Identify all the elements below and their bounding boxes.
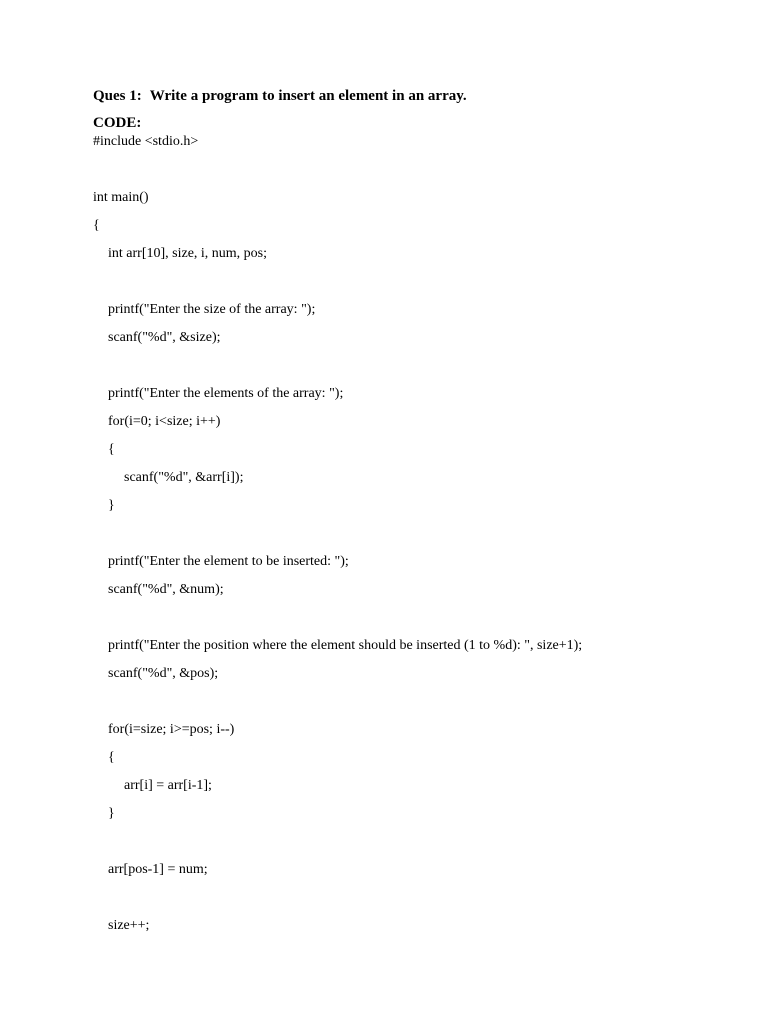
code-line-for-input-open: { <box>108 442 115 457</box>
code-line-open-brace: { <box>93 218 100 233</box>
code-line-size-increment: size++; <box>108 918 150 933</box>
code-line-printf-elements: printf("Enter the elements of the array: "); <box>108 386 344 401</box>
code-heading: CODE: <box>93 115 142 131</box>
code-line-insert-assign: arr[pos-1] = num; <box>108 862 208 877</box>
code-line-scanf-arr: scanf("%d", &arr[i]); <box>124 470 244 485</box>
code-line-declarations: int arr[10], size, i, num, pos; <box>108 246 268 261</box>
code-line-printf-position: printf("Enter the position where the element should be inserted (1 to %d): ", size+1); <box>108 638 583 653</box>
question-label: Ques 1: <box>93 88 142 104</box>
code-line-for-shift: for(i=size; i>=pos; i--) <box>108 722 235 737</box>
question-heading <box>93 86 467 106</box>
code-line-main: int main() <box>93 190 149 205</box>
question-text: Write a program to insert an element in an array. <box>149 88 467 104</box>
code-line-for-shift-open: { <box>108 750 115 765</box>
code-line-for-input-close: } <box>108 498 115 513</box>
code-line-shift-assign: arr[i] = arr[i-1]; <box>124 778 212 793</box>
code-line-printf-element: printf("Enter the element to be inserted: "); <box>108 554 349 569</box>
code-line-scanf-size: scanf("%d", &size); <box>108 330 221 345</box>
code-line-for-shift-close: } <box>108 806 115 821</box>
code-line-printf-size: printf("Enter the size of the array: "); <box>108 302 316 317</box>
code-line-include: #include <stdio.h> <box>93 134 199 149</box>
code-line-for-input: for(i=0; i<size; i++) <box>108 414 221 429</box>
code-line-scanf-pos: scanf("%d", &pos); <box>108 666 219 681</box>
code-line-scanf-num: scanf("%d", &num); <box>108 582 224 597</box>
